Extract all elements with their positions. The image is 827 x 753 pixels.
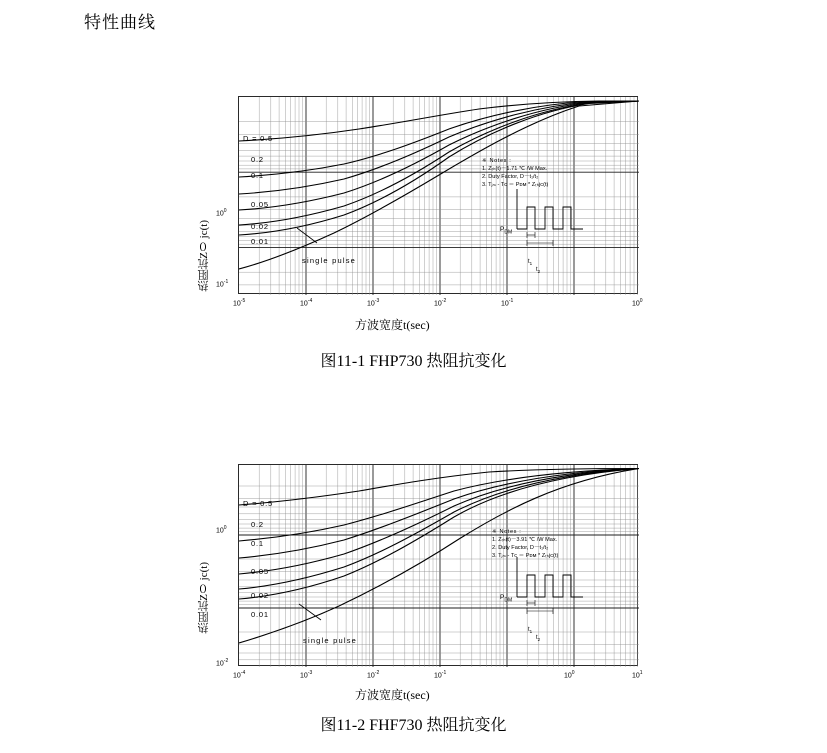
curve-label-1-2: 0.1 [251, 171, 264, 180]
t1-label-2: $t_1$ [528, 627, 533, 635]
y-tick-1-0: $10^0$ [216, 208, 227, 218]
plot-svg-1 [239, 97, 639, 295]
curve-label-2-4: 0.02 [251, 591, 269, 600]
x-axis-label-1: 方波宽度t(sec) [355, 318, 430, 332]
notes-line-1-2: 2. Duty Factor, D－t₁/t₂ [482, 174, 539, 181]
x-tick-2-4: $10^0$ [564, 670, 575, 680]
t2-label-1: $t_2$ [536, 267, 541, 275]
plot-area-2 [238, 464, 638, 666]
single-pulse-label-1: single pulse [302, 256, 357, 265]
pdm-label-2: $P_{DM}$ [500, 594, 513, 604]
notes-line-2-2: 2. Duty Factor, D－t₁/t₂ [492, 545, 549, 552]
figure-caption-2: 图11-2 FHF730 热阻抗变化 [320, 717, 507, 734]
curve-label-1-3: 0.05 [251, 200, 269, 209]
curve-label-2-3: 0.05 [251, 567, 269, 576]
curve-label-1-4: 0.02 [251, 222, 269, 231]
notes-title-1: ※ Notes : [482, 158, 512, 164]
figure-11-2 [0, 440, 827, 745]
y-axis-label-2: 热阻抗Z０ jc(t) [198, 562, 210, 634]
y-tick-1-1: $10^{-1}$ [216, 279, 229, 289]
curve-label-1-5: 0.01 [251, 237, 269, 246]
curve-label-2-0: D = 0.5 [243, 499, 273, 508]
x-tick-2-2: $10^{-2}$ [367, 670, 380, 680]
x-tick-1-5: $10^0$ [632, 298, 643, 308]
notes-block-1 [482, 157, 548, 189]
pdm-label-1: $P_{DM}$ [500, 226, 513, 236]
x-tick-1-4: $10^{-1}$ [501, 298, 514, 308]
x-tick-1-2: $10^{-3}$ [367, 298, 380, 308]
curve-label-1-1: 0.2 [251, 155, 264, 164]
x-tick-1-1: $10^{-4}$ [300, 298, 313, 308]
curve-label-2-5: 0.01 [251, 610, 269, 619]
y-axis-label-1: 热阻抗Z０ jc(t) [198, 220, 210, 292]
y-tick-2-0: $10^0$ [216, 525, 227, 535]
t1-label-1: $t_1$ [528, 259, 533, 267]
figure-caption-1: 图11-1 FHP730 热阻抗变化 [320, 353, 507, 370]
notes-line-1-1: 1. Zₜₕ(t)－1.71 ℃ /W Max. [482, 166, 548, 173]
x-tick-2-0: $10^{-4}$ [233, 670, 246, 680]
x-tick-2-3: $10^{-1}$ [434, 670, 447, 680]
notes-line-2-3: 3. Tⱼₘ - Tᴄ ＝ Pᴅᴍ * Zₜₕjc(t) [492, 553, 559, 560]
curve-label-2-1: 0.2 [251, 520, 264, 529]
t2-label-2: $t_2$ [536, 635, 541, 643]
x-tick-1-0: $10^{-5}$ [233, 298, 246, 308]
x-axis-label-2: 方波宽度t(sec) [355, 688, 430, 702]
plot-svg-2 [239, 465, 639, 667]
plot-area-1 [238, 96, 638, 294]
notes-title-2: ※ Notes : [492, 529, 522, 535]
figure-11-1 [0, 70, 827, 390]
x-tick-2-1: $10^{-3}$ [300, 670, 313, 680]
y-tick-2-1: $10^{-2}$ [216, 658, 229, 668]
single-pulse-label-2: single pulse [303, 636, 358, 645]
page-title: 特性曲线 [84, 13, 156, 32]
x-tick-2-5: $10^1$ [632, 670, 643, 680]
notes-line-2-1: 1. Zₜₕ(t)－3.91 ℃ /W Max. [492, 537, 558, 544]
notes-line-1-3: 3. Tⱼₘ - Tᴄ ＝ Pᴅᴍ * Zₜₕjc(t) [482, 182, 549, 189]
curve-label-1-0: D = 0.5 [243, 134, 273, 143]
x-tick-1-3: $10^{-2}$ [434, 298, 447, 308]
curve-label-2-2: 0.1 [251, 539, 264, 548]
notes-block-2 [492, 528, 558, 560]
